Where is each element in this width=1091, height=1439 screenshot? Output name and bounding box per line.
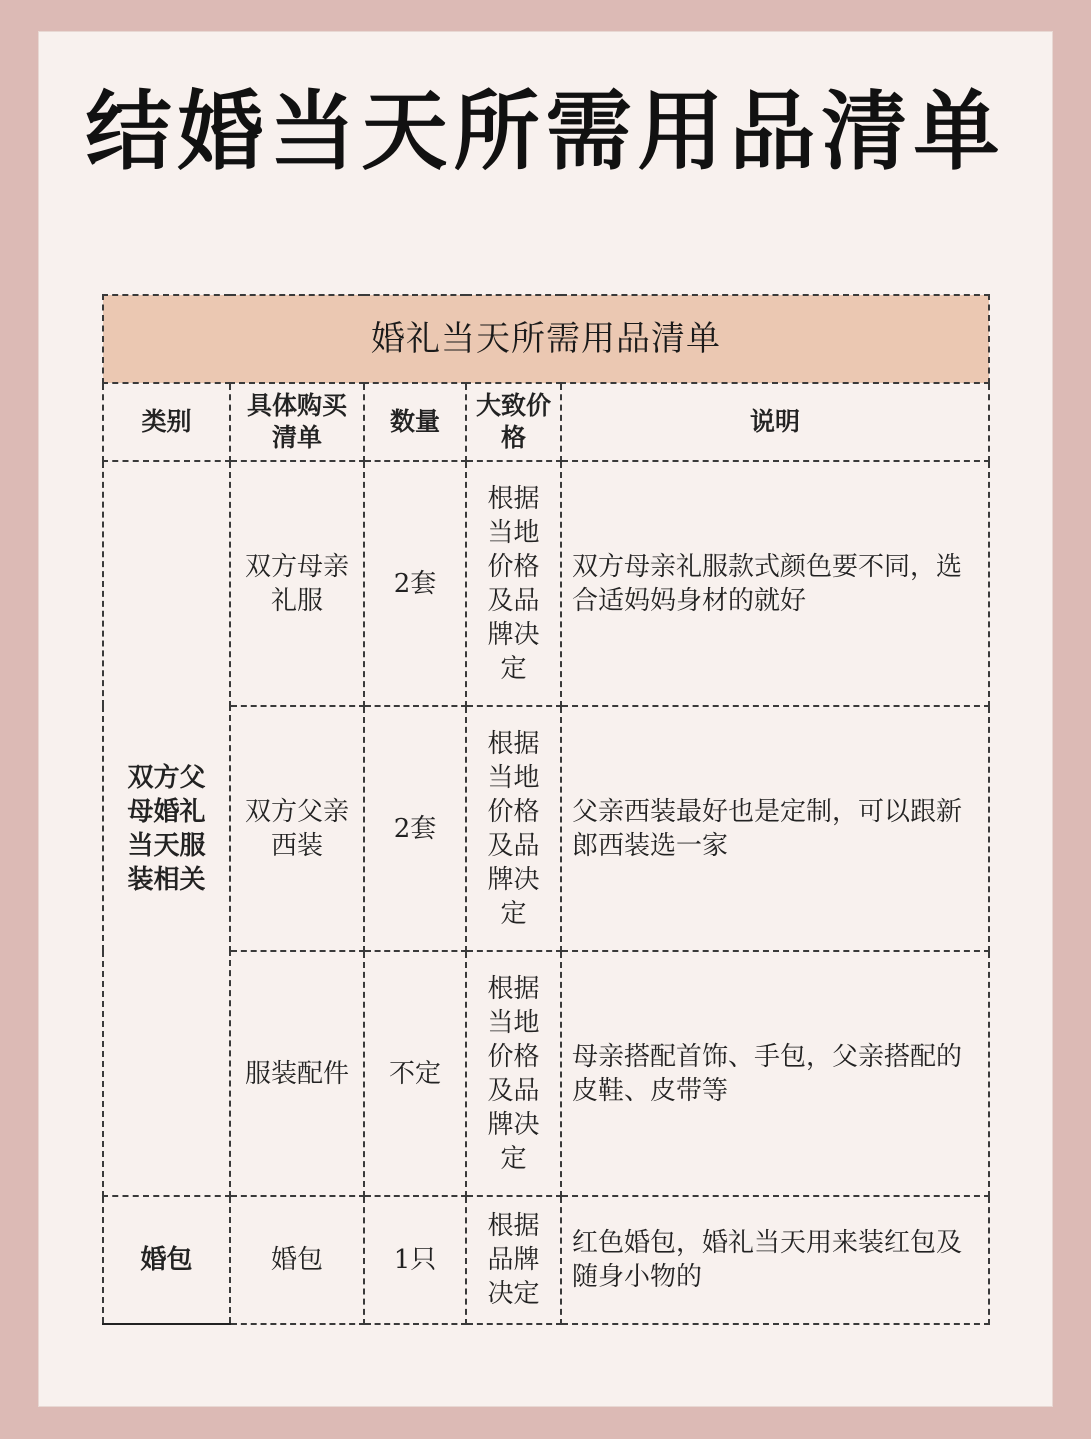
- table-row: [103, 706, 989, 951]
- quantity-cell: 不定: [364, 951, 466, 1196]
- item-cell: 双方父亲西装: [230, 706, 364, 951]
- price-cell: 根据品牌决定: [466, 1196, 561, 1324]
- header-item: 具体购买清单: [230, 383, 364, 461]
- price-cell: 根据当地价格及品牌决定: [466, 706, 561, 951]
- note-cell: 母亲搭配首饰、手包，父亲搭配的皮鞋、皮带等: [561, 951, 989, 1196]
- category-cell: 双方父母婚礼当天服装相关: [103, 461, 230, 1196]
- shopping-list-table: [102, 294, 990, 1325]
- item-cell: 婚包: [230, 1196, 364, 1324]
- table-row: [103, 951, 989, 1196]
- table-row: [103, 1196, 989, 1324]
- note-cell: 红色婚包，婚礼当天用来装红包及随身小物的: [561, 1196, 989, 1324]
- note-cell: 双方母亲礼服款式颜色要不同，选合适妈妈身材的就好: [561, 461, 989, 706]
- quantity-cell: 1只: [364, 1196, 466, 1324]
- category-cell: 婚包: [103, 1196, 230, 1324]
- quantity-cell: 2套: [364, 706, 466, 951]
- table-banner: 婚礼当天所需用品清单: [103, 295, 989, 383]
- price-cell: 根据当地价格及品牌决定: [466, 461, 561, 706]
- note-cell: 父亲西装最好也是定制，可以跟新郎西装选一家: [561, 706, 989, 951]
- price-cell: 根据当地价格及品牌决定: [466, 951, 561, 1196]
- header-quantity: 数量: [364, 383, 466, 461]
- page-title: 结婚当天所需用品清单: [85, 82, 1006, 182]
- table-header-row: [103, 383, 989, 461]
- header-note: 说明: [561, 383, 989, 461]
- header-price: 大致价格: [466, 383, 561, 461]
- quantity-cell: 2套: [364, 461, 466, 706]
- item-cell: 双方母亲礼服: [230, 461, 364, 706]
- item-cell: 服装配件: [230, 951, 364, 1196]
- header-category: 类别: [103, 383, 230, 461]
- table-row: [103, 461, 989, 706]
